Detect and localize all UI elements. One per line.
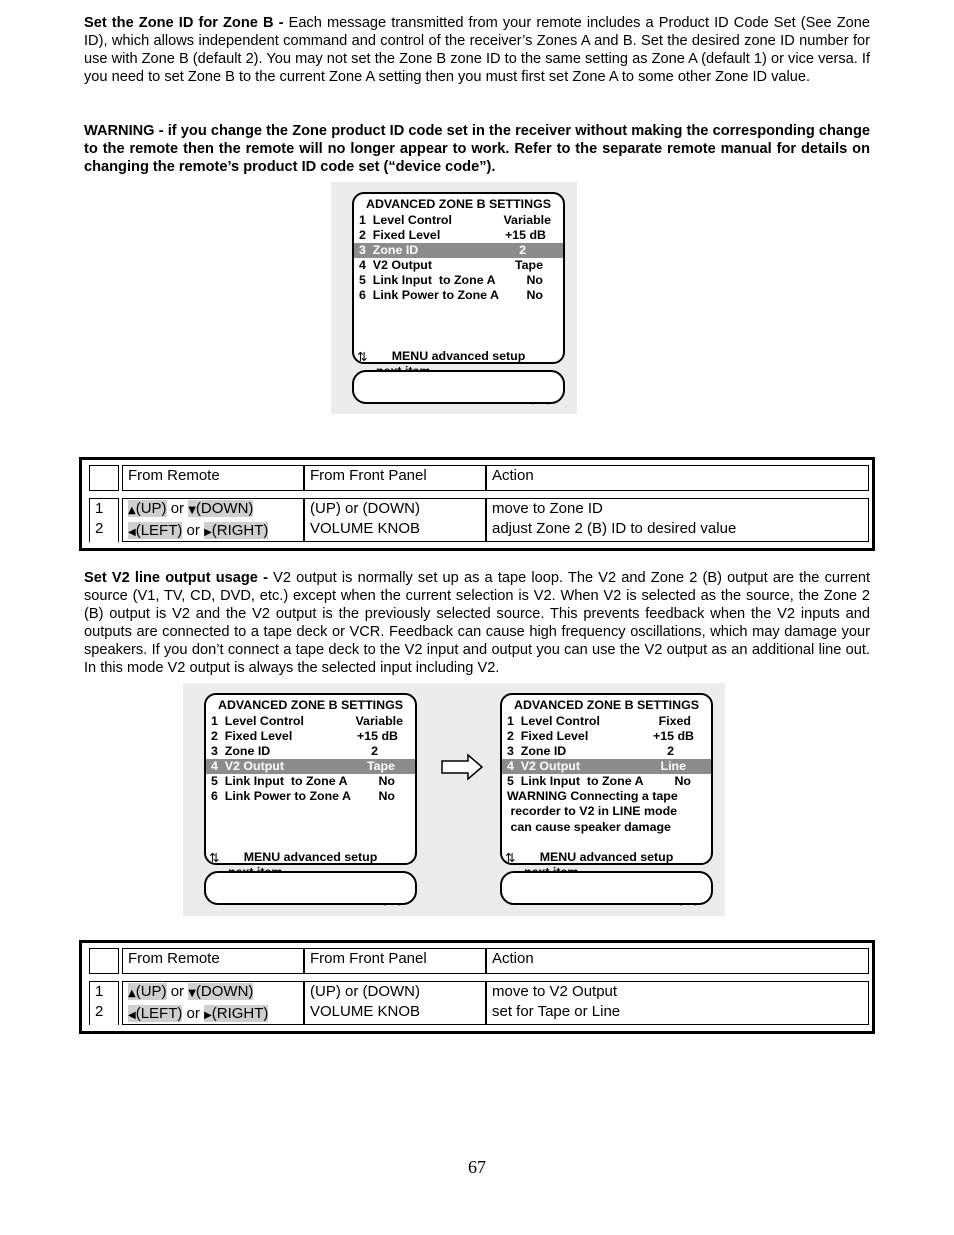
osd-row: 5 Link Input to Zone A No — [507, 774, 691, 788]
osd-display-window — [500, 871, 713, 905]
control-table-1 — [79, 457, 875, 551]
osd-row: 1 Level Control Variable — [359, 213, 551, 227]
osd-row: 5 Link Input to Zone A No — [211, 774, 395, 788]
osd-row: 2 Fixed Level +15 dB — [211, 729, 398, 743]
intro-text: Each message transmitted from your remote includes a Product ID Code Set (See Zone ID), which allows independent command and control of the receiver’s Zones A and B. Set the desired zone ID number for use with Zone B (default 2). You may not set the Zone B zone ID to the same setting as Zone A (default 1) or vice versa. If you need to set Zone B to the current Zone A setting then you must first set Zone A to some other Zone ID value. — [84, 15, 870, 85]
warning-paragraph: WARNING - if you change the Zone product ID code set in the receiver without making the corresponding change to the remote then the remote will no longer appear to work. Refer to the separate remote manual for details on changing the remote’s product ID code set (“device code”). — [84, 123, 870, 175]
osd-title: ADVANCED ZONE B SETTINGS — [218, 698, 403, 712]
intro-heading: Set the Zone ID for Zone B - — [84, 15, 284, 31]
osd-menu-hint: MENU advanced setup — [391, 349, 526, 363]
osd-row: 4 V2 Output Tape — [359, 258, 543, 272]
right-arrow-icon: ▶(RIGHT) — [204, 522, 269, 539]
osd-screenshot-1 — [331, 182, 577, 414]
osd-screen-before — [204, 693, 417, 865]
control-table-2 — [79, 940, 875, 1034]
osd-warning-line: recorder to V2 in LINE mode — [507, 804, 678, 818]
osd-title: ADVANCED ZONE B SETTINGS — [366, 197, 551, 211]
v2-paragraph — [84, 569, 870, 677]
up-arrow-icon: ▲(UP) — [128, 983, 167, 1000]
osd-row: 6 Link Power to Zone A No — [359, 288, 543, 302]
osd-row-selected: 3 Zone ID 2 — [354, 243, 563, 258]
up-arrow-icon: ▲(UP) — [128, 500, 167, 517]
page-number: 67 — [468, 1157, 486, 1177]
osd-screenshot-2 — [183, 683, 725, 916]
osd-row: 3 Zone ID 2 — [211, 744, 378, 758]
table-header: From Remote — [122, 465, 304, 491]
table-header: Action — [486, 465, 869, 491]
left-arrow-icon: ◀(LEFT) — [128, 522, 183, 539]
osd-warning-line: can cause speaker damage — [507, 820, 671, 834]
osd-display-window — [204, 871, 417, 905]
osd-screen-after — [500, 693, 713, 865]
osd-row: 1 Level Control Variable — [211, 714, 403, 728]
table-header: Action — [486, 948, 869, 974]
table-cell-remote: ▲(UP) or ▼(DOWN) ◀(LEFT) or ▶(RIGHT) — [122, 498, 304, 542]
table-header-blank — [89, 948, 119, 974]
up-down-arrows-icon: ⇅ — [357, 349, 368, 364]
right-arrow-icon — [440, 753, 484, 781]
up-down-arrows-icon: ⇅ — [209, 850, 220, 865]
table-header: From Front Panel — [304, 465, 486, 491]
table-header: From Remote — [122, 948, 304, 974]
osd-row: 6 Link Power to Zone A No — [211, 789, 395, 803]
osd-menu-hint: MENU advanced setup — [243, 850, 378, 864]
v2-text: V2 output is normally set up as a tape loop. The V2 and Zone 2 (B) output are the current source (V1, TV, CD, DVD, etc.) except when the current selection is V2. When V2 is selected as the source, the Zone 2 (B) output is V2 and the V2 output is the previously selected source. This prevents feedback when the V2 inputs and outputs are connected to a tape deck or VCR. Feedback can cause high frequency oscillations, which may damage your speakers. If you don’t connect a tape deck to the V2 input and output you can use the V2 output as an additional line out. In this mode V2 output is always the selected input including V2. — [84, 570, 871, 676]
up-down-arrows-icon: ⇅ — [505, 850, 516, 865]
table-row-numbers: 1 2 — [89, 981, 119, 1025]
intro-paragraph — [84, 14, 870, 86]
down-arrow-icon: ▼(DOWN) — [188, 983, 254, 1000]
osd-warning-line: WARNING Connecting a tape — [507, 789, 678, 803]
osd-row: 5 Link Input to Zone A No — [359, 273, 543, 287]
table-cell-action: move to V2 Output set for Tape or Line — [486, 981, 869, 1025]
v2-heading: Set V2 line output usage - — [84, 570, 268, 586]
osd-display-window — [352, 370, 565, 404]
osd-row: 2 Fixed Level +15 dB — [507, 729, 694, 743]
osd-row-selected: 4 V2 Output Tape — [206, 759, 415, 774]
table-header-blank — [89, 465, 119, 491]
osd-menu-hint: MENU advanced setup — [539, 850, 674, 864]
table-row-numbers: 1 2 — [89, 498, 119, 542]
table-cell-remote: ▲(UP) or ▼(DOWN) ◀(LEFT) or ▶(RIGHT) — [122, 981, 304, 1025]
osd-screen — [352, 192, 565, 364]
osd-row-selected: 4 V2 Output Line — [502, 759, 711, 774]
table-header: From Front Panel — [304, 948, 486, 974]
osd-row: 2 Fixed Level +15 dB — [359, 228, 546, 242]
table-cell-panel: (UP) or (DOWN) VOLUME KNOB — [304, 498, 486, 542]
down-arrow-icon: ▼(DOWN) — [188, 500, 254, 517]
osd-row: 3 Zone ID 2 — [507, 744, 674, 758]
osd-row: 1 Level Control Fixed — [507, 714, 691, 728]
osd-title: ADVANCED ZONE B SETTINGS — [514, 698, 699, 712]
table-cell-panel: (UP) or (DOWN) VOLUME KNOB — [304, 981, 486, 1025]
table-cell-action: move to Zone ID adjust Zone 2 (B) ID to desired value — [486, 498, 869, 542]
left-arrow-icon: ◀(LEFT) — [128, 1005, 183, 1022]
right-arrow-icon: ▶(RIGHT) — [204, 1005, 269, 1022]
